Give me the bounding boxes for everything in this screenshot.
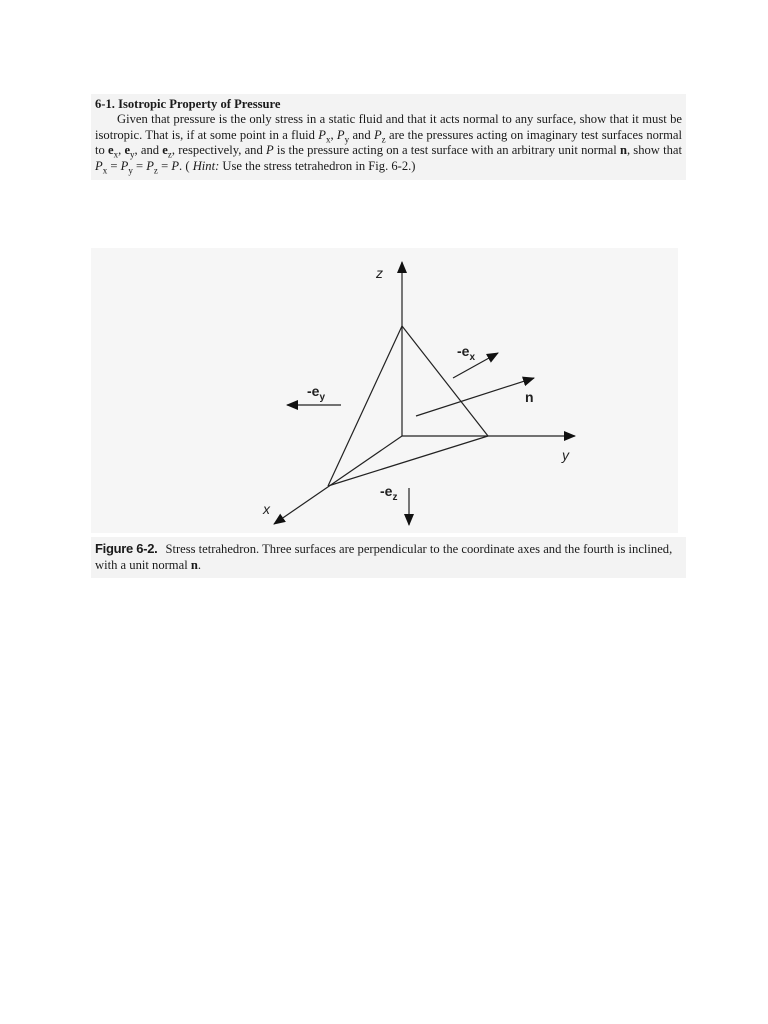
axis-label-y: y (562, 447, 569, 463)
text: = (132, 158, 147, 173)
var-P: P (373, 127, 382, 142)
sub: y (344, 134, 350, 145)
text: and (349, 127, 374, 142)
var-P: P (318, 127, 326, 142)
text: , (330, 127, 337, 142)
var-P: P (120, 158, 129, 173)
label-minus-ex: $-e_x$ (457, 343, 476, 363)
caption-text: Stress tetrahedron. Three surfaces are perpendicular to the coordinate axes and the fourth is inclined, with a unit normal (95, 542, 673, 572)
body-text: , show that (626, 143, 682, 158)
text: . (179, 158, 183, 173)
axis-label-z: z (376, 265, 383, 281)
x-axis (274, 436, 402, 524)
hint-text: Use the stress tetrahedron in Fig. 6-2.) (219, 158, 416, 173)
var-P: P (336, 127, 345, 142)
sub: x (113, 149, 119, 160)
sub: y (128, 165, 133, 176)
sub: y (130, 149, 135, 160)
caption-label: Figure 6-2. (95, 541, 158, 556)
figure-tetrahedron (91, 248, 678, 533)
vec-e: e (108, 143, 114, 158)
sub: z (381, 134, 386, 145)
text: = (157, 158, 172, 173)
body-text: is the pressure acting on a test surface with an arbitrary unit normal (273, 143, 620, 158)
label-minus-ez: $-e_z$ (380, 483, 398, 503)
text: ( (182, 158, 193, 173)
label-normal-n: n (525, 389, 534, 405)
sub: x (325, 134, 331, 145)
problem-body (95, 112, 682, 174)
text: . (197, 558, 202, 572)
hint-label: Hint: (192, 158, 220, 173)
problem-statement (91, 94, 686, 180)
axis-label-x: x (263, 501, 270, 517)
sub: z (167, 149, 172, 160)
text: , and (134, 143, 163, 158)
text: , (118, 143, 125, 158)
vec-n: n (619, 143, 627, 158)
var-P: P (95, 158, 103, 173)
vec-n: n (190, 558, 198, 572)
sub: x (102, 165, 108, 176)
var-P: P (265, 143, 274, 158)
arrow-normal-n (416, 378, 534, 416)
tetra-edge (402, 326, 488, 436)
vec-e: e (124, 143, 131, 158)
var-P: P (146, 158, 154, 173)
text: = (107, 158, 121, 173)
problem-title: 6-1. Isotropic Property of Pressure (95, 97, 281, 111)
body-text: are the pressures acting on imaginary test surfaces normal to (95, 127, 682, 158)
var-P: P (171, 158, 180, 173)
sub: z (153, 165, 158, 176)
tetrahedron-diagram (91, 248, 678, 533)
label-minus-ey: $-e_y$ (307, 383, 326, 403)
body-text: , respectively, and (171, 143, 266, 158)
vec-e: e (162, 143, 168, 158)
body-text: Given that pressure is the only stress in a static fluid and that it acts normal to any surface, show that it must be isotropic. That is, if at some point in a fluid (95, 112, 682, 142)
tetra-edge (328, 436, 488, 486)
figure-caption (91, 537, 686, 578)
